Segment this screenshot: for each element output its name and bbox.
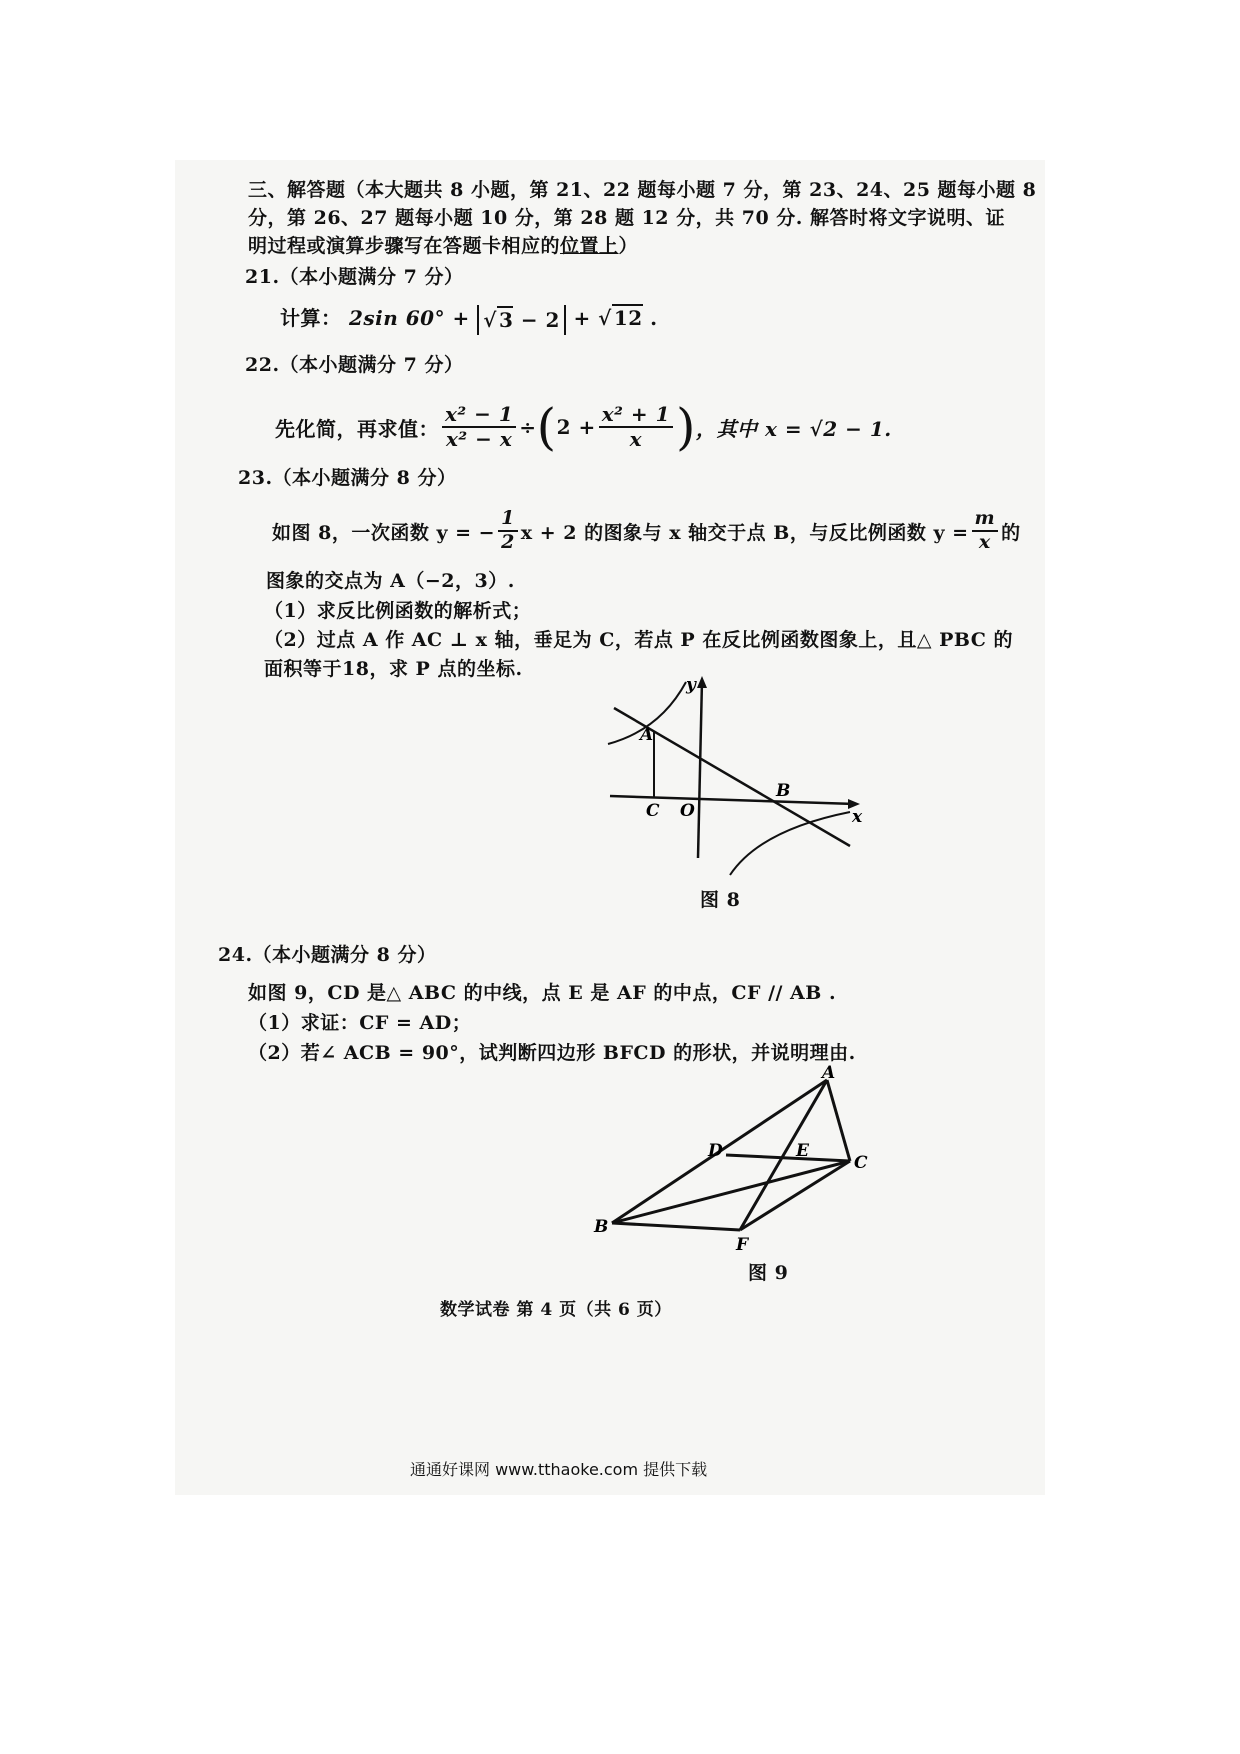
fig9-segment-bf xyxy=(612,1223,740,1230)
fig8-label-x: x xyxy=(852,807,863,827)
q22-expression: 先化简，再求值： $\frac{\text{x² − 1}}{\text{x² − x}}$ ÷ ( 2 + $\frac{\text{x² + 1}}{x}$ ) ，其中 x = √2 − 1. xyxy=(275,398,892,456)
q24-part-2: （2）若∠ ACB = 90°，试判断四边形 BFCD 的形状，并说明理由. xyxy=(248,1042,856,1064)
q22-header: 22.（本小题满分 7 分） xyxy=(245,354,464,376)
section-header-line-3: 明过程或演算步骤写在答题卡相应的位置上） xyxy=(248,235,639,257)
fig9-segment-bc xyxy=(612,1161,850,1223)
fig9-caption: 图 9 xyxy=(748,1262,789,1284)
fig9-segment-dc xyxy=(726,1155,850,1161)
fig9-label-c: C xyxy=(854,1153,868,1173)
figure-9 xyxy=(590,1060,880,1250)
fig9-label-b: B xyxy=(594,1217,609,1237)
q24-line-1: 如图 9，CD 是△ ABC 的中线，点 E 是 AF 的中点，CF // AB . xyxy=(248,982,837,1004)
q24-header: 24.（本小题满分 8 分） xyxy=(218,944,437,966)
fig8-label-c: C xyxy=(646,801,660,821)
fig9-label-e: E xyxy=(796,1141,809,1161)
fig8-y-arrow xyxy=(697,676,707,688)
fig8-y-axis xyxy=(698,680,702,858)
q23-part-2-cont: 面积等于18，求 P 点的坐标. xyxy=(264,658,523,680)
fig8-label-o: O xyxy=(680,801,695,821)
fig9-segment-cf xyxy=(740,1161,850,1230)
fig8-label-b: B xyxy=(776,781,791,801)
fig8-label-y: y xyxy=(686,675,696,695)
site-attribution: 通通好课网 www.tthaoke.com 提供下载 xyxy=(410,1460,708,1479)
fig8-hyperbola-lower xyxy=(730,812,850,875)
figure-8 xyxy=(600,670,880,920)
page-footer: 数学试卷 第 4 页（共 6 页） xyxy=(440,1300,672,1320)
q21-header: 21.（本小题满分 7 分） xyxy=(245,266,464,288)
q23-part-1: （1）求反比例函数的解析式； xyxy=(264,600,532,622)
fig9-label-f: F xyxy=(736,1235,749,1250)
fig8-caption: 图 8 xyxy=(700,889,741,911)
fig9-label-d: D xyxy=(708,1141,723,1161)
q23-line-2: 图象的交点为 A（−2，3）. xyxy=(266,570,515,592)
fig9-segment-ac xyxy=(827,1080,850,1161)
fig8-label-a: A xyxy=(640,725,654,745)
q21-expression: 计算： 2sin 60° + √ 3 − 2 + √ 12 . xyxy=(280,302,658,335)
section-header-line-2: 分，第 26、27 题每小题 10 分，第 28 题 12 分，共 70 分. 解答时将文字说明、证 xyxy=(248,207,1006,229)
fig9-label-a: A xyxy=(822,1063,836,1083)
q23-header: 23.（本小题满分 8 分） xyxy=(238,467,457,489)
q23-part-2: （2）过点 A 作 AC ⊥ x 轴，垂足为 C，若点 P 在反比例函数图象上，且△ PBC 的 xyxy=(264,629,1013,651)
q24-part-1: （1）求证：CF = AD； xyxy=(248,1012,472,1034)
q23-line-1: 如图 8，一次函数 y = − $\frac{1}{2}$ x + 2 的图象与 x 轴交于点 B，与反比例函数 y = $\frac{m}{x}$ 的 xyxy=(272,507,1021,553)
section-header-line-1: 三、解答题（本大题共 8 小题，第 21、22 题每小题 7 分，第 23、24、25 题每小题 8 xyxy=(248,179,1037,201)
